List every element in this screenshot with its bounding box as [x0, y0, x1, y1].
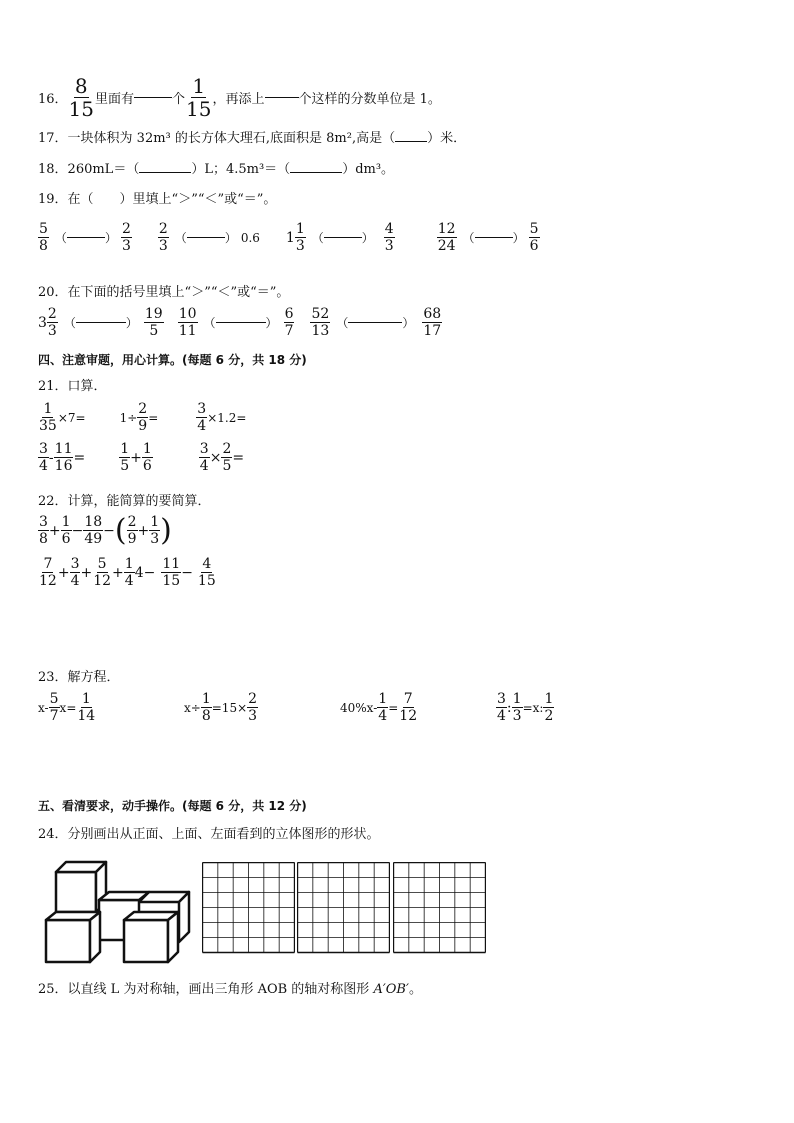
- q23-equation-4: $\frac{3}{4}$ : $\frac{1}{3}$ =x: $\frac{1}{2}$: [497, 691, 554, 724]
- question-24-title: 24．分别画出从正面、上面、左面看到的立体图形的形状。: [38, 827, 380, 842]
- grid-top-view[interactable]: [297, 862, 390, 954]
- q25-symbol: A′OB′: [373, 982, 409, 997]
- q19-blank-1[interactable]: [67, 237, 105, 238]
- q22-expression-2: $\frac{7}{12}$ + $\frac{3}{4}$ + $\frac{5}{12}$ + $\frac{1}{4}$ 4 − $\frac{11}{15}$ − $\frac{4}{15}$: [39, 556, 216, 589]
- question-20-title: 20．在下面的括号里填上“＞”“＜”或“＝”。: [38, 285, 290, 300]
- q18-blank-2[interactable]: [290, 172, 342, 173]
- q23-equation-2: x÷ $\frac{1}{8}$ =15× $\frac{2}{3}$: [184, 691, 258, 724]
- q21-row-1: $\frac{1}{35}$ ×7= 1÷ $\frac{2}{9}$ = $\frac{3}{4}$ ×1.2=: [39, 401, 247, 434]
- q23-equation-3: 40%x- $\frac{1}{4}$ = $\frac{7}{12}$: [340, 691, 418, 724]
- question-20-row: 3 $\frac{2}{3}$ （ ） $\frac{19}{5}$ $\frac{10}{11}$ （ ） $\frac{6}{7}$ $\frac{52}{13}$ （ ） $\frac{68}{17}$: [38, 306, 442, 339]
- q22-expression-1: $\frac{3}{8}$ + $\frac{1}{6}$ − $\frac{18}{49}$ − ( $\frac{2}{9}$ + $\frac{1}{3}$ ): [39, 512, 172, 548]
- q16-number: 16．: [38, 92, 68, 107]
- question-16: 16． $\frac{8}{15}$ 里面有 个 $\frac{1}{15}$ ，再添上 个这样的分数单位是 1。: [38, 74, 441, 121]
- question-19-title: 19．在（ ）里填上“＞”“＜”或“＝”。: [38, 192, 277, 207]
- q20-blank-3[interactable]: [348, 322, 402, 323]
- cube-stack-figure: [44, 856, 194, 964]
- q17-blank[interactable]: [395, 141, 427, 142]
- q16-blank-2[interactable]: [265, 97, 299, 98]
- q19-blank-2[interactable]: [187, 237, 225, 238]
- q19-blank-3[interactable]: [324, 237, 362, 238]
- q16-blank-1[interactable]: [134, 97, 172, 98]
- question-17: 17．一块体积为 32m³ 的长方体大理石,底面积是 8m²,高是（ ）米．: [38, 131, 467, 146]
- question-25: 25．以直线 L 为对称轴，画出三角形 AOB 的轴对称图形 A′OB′。: [38, 982, 422, 997]
- q16-fraction-a: $\frac{8}{15}$: [68, 74, 94, 121]
- grid-left-view[interactable]: [393, 862, 486, 954]
- q20-blank-2[interactable]: [216, 322, 266, 323]
- q18-blank-1[interactable]: [139, 172, 191, 173]
- grid-front-view[interactable]: [202, 862, 295, 954]
- q23-equation-1: x- $\frac{5}{7}$ x= $\frac{1}{14}$: [38, 691, 96, 724]
- q19-blank-4[interactable]: [475, 237, 513, 238]
- q16-fraction-b: $\frac{1}{15}$: [186, 74, 212, 121]
- q20-blank-1[interactable]: [76, 322, 126, 323]
- q21-row-2: $\frac{3}{4}$ - $\frac{11}{16}$ = $\frac{1}{5}$ + $\frac{1}{6}$ $\frac{3}{4}$ × $\frac{2}{5}$ =: [39, 441, 245, 474]
- question-19-row: $\frac{5}{8}$ （ ） $\frac{2}{3}$ $\frac{2}{3}$ （ ） 0.6 1 $\frac{1}{3}$ （ ） $\frac{4}{3}$ $\frac{12}{24}$ （ ） $\frac{5}{6}$: [39, 221, 539, 254]
- question-18: 18．260mL＝（ ）L；4.5m³＝（ ）dm³。: [38, 162, 395, 177]
- section-5-heading: 五、看清要求，动手操作。(每题 6 分，共 12 分): [38, 799, 307, 813]
- question-21-title: 21．口算．: [38, 379, 107, 394]
- question-22-title: 22．计算，能简算的要简算．: [38, 494, 211, 509]
- question-23-title: 23．解方程．: [38, 670, 120, 685]
- section-4-heading: 四、注意审题，用心计算。(每题 6 分，共 18 分): [38, 353, 307, 367]
